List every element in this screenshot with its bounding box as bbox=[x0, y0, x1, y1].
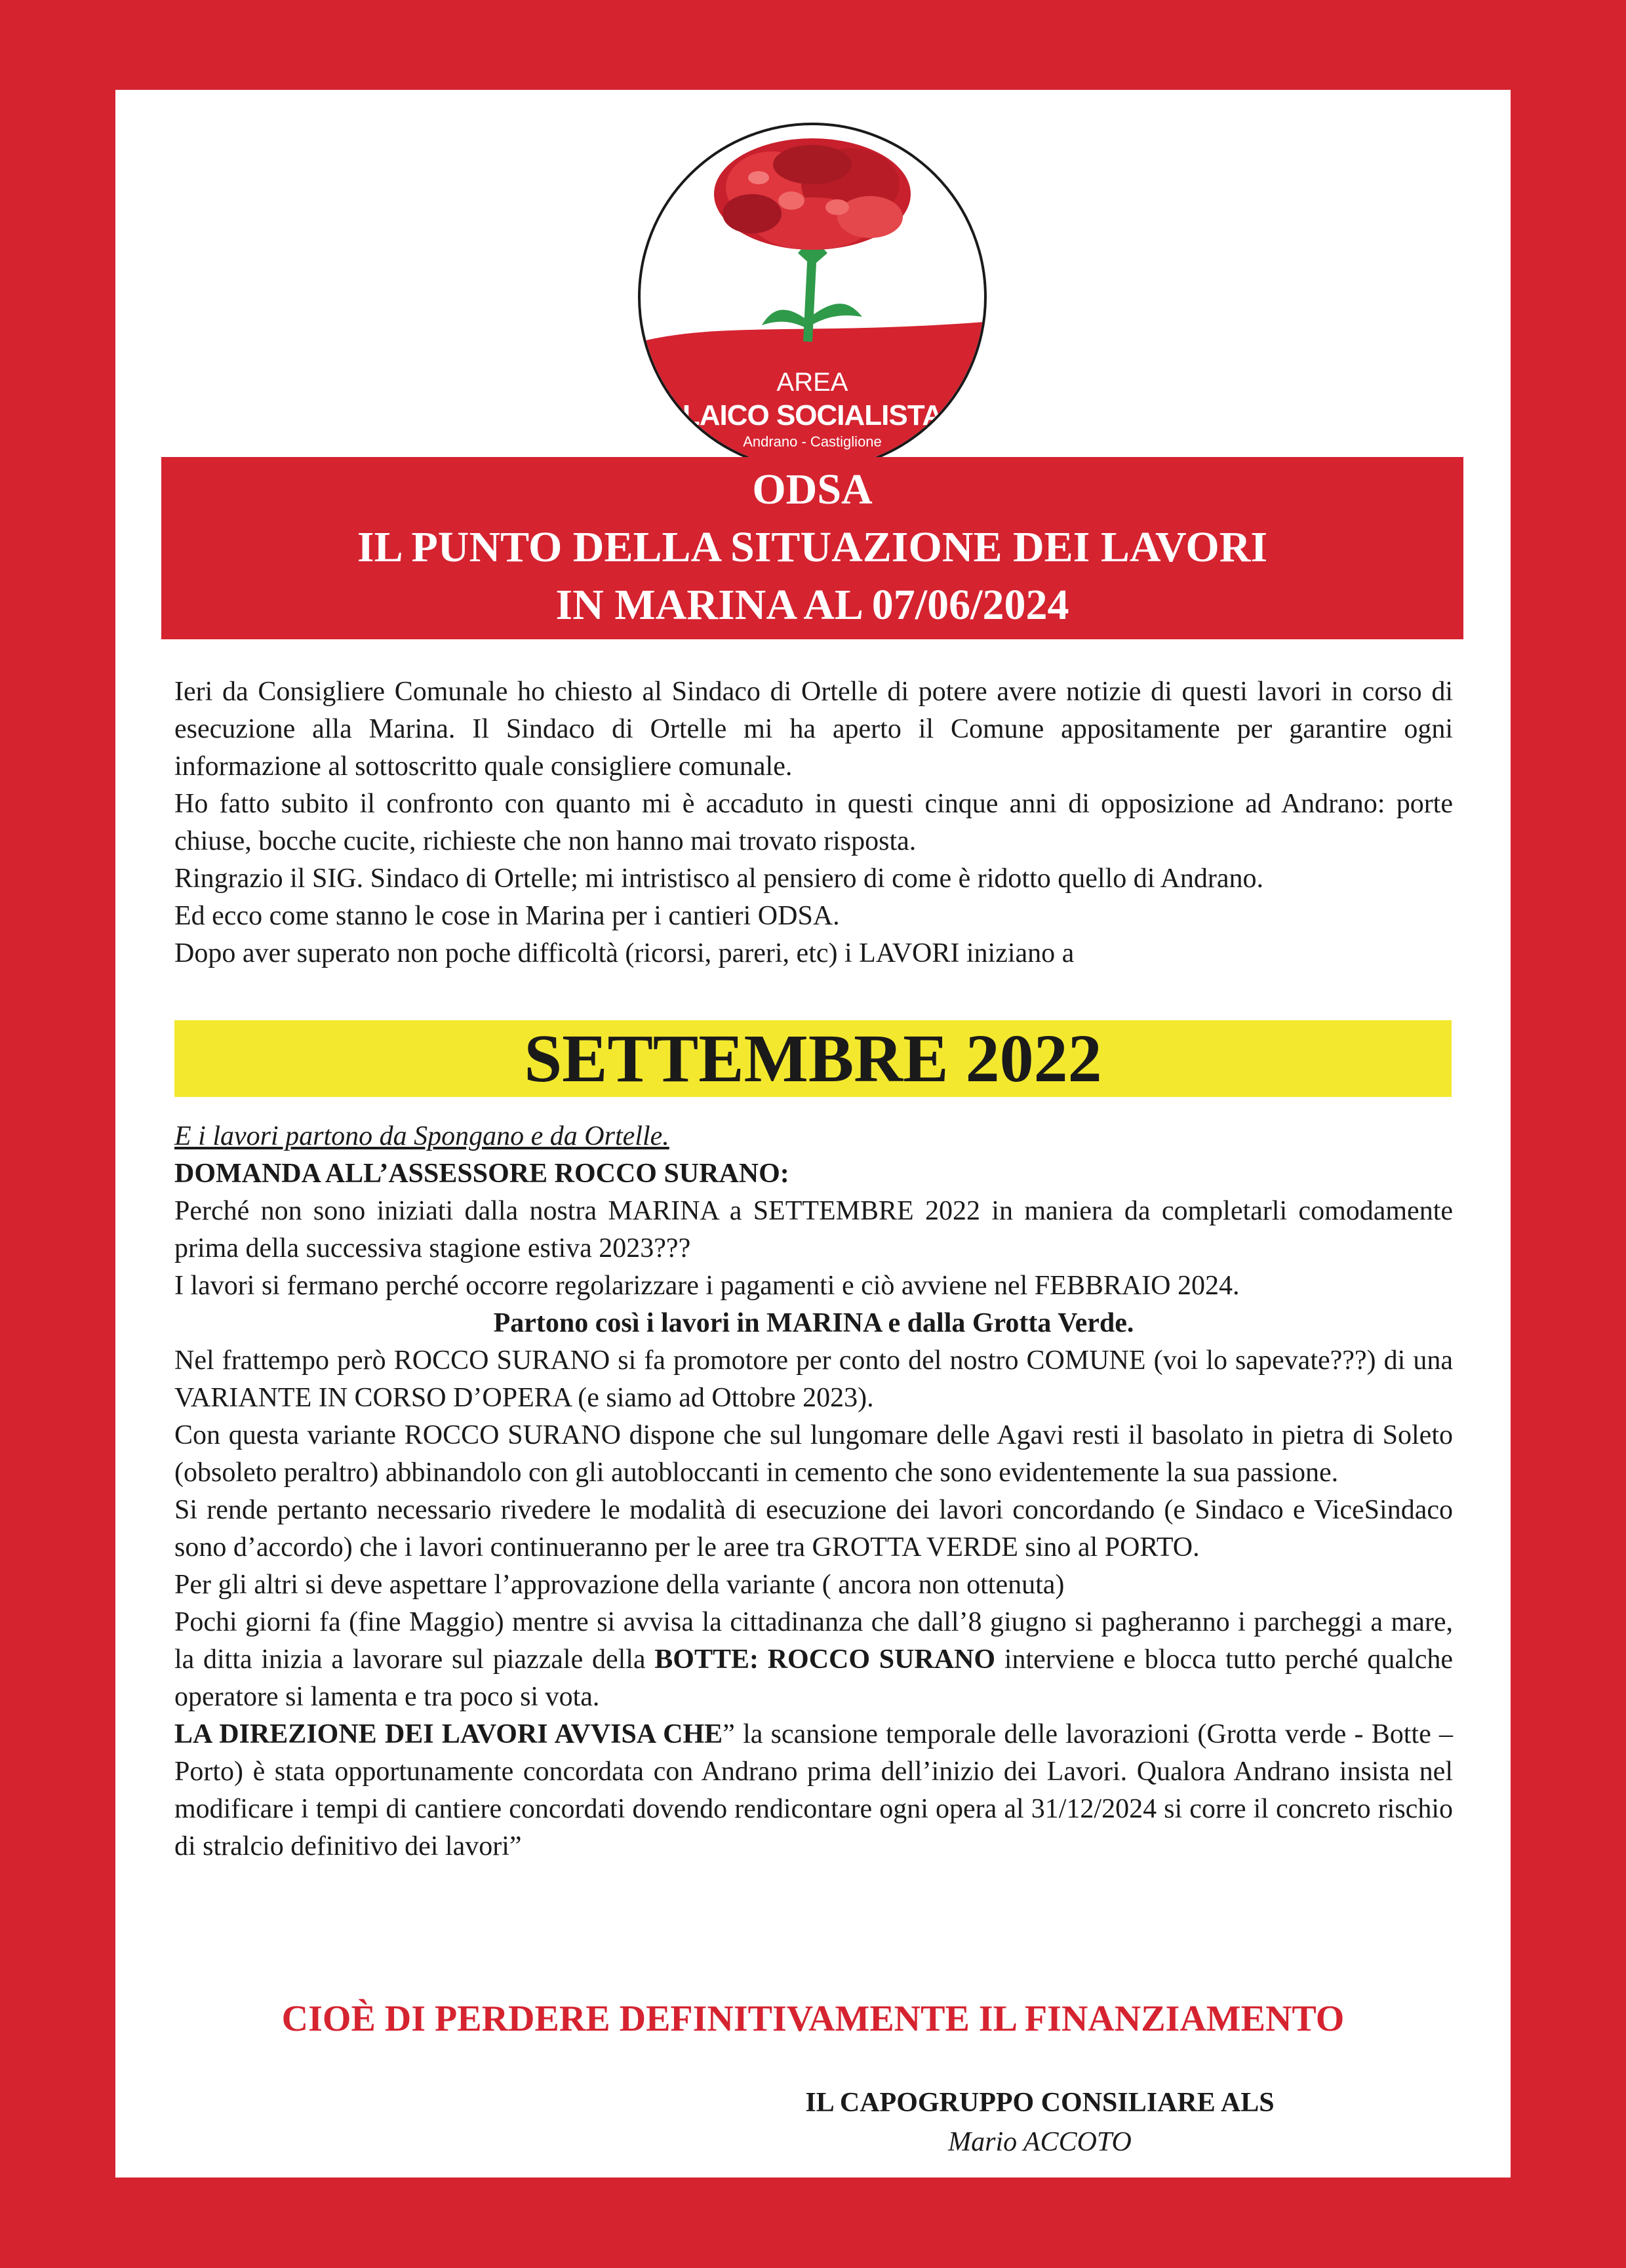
title-line-3: IN MARINA AL 07/06/2024 bbox=[555, 581, 1069, 629]
question-text: Perché non sono iniziati dalla nostra MARINA a SETTEMBRE 2022 in maniera da completarli comodamente prima della successiva stagione estiva 2023??? bbox=[174, 1196, 1453, 1263]
works-restart-text: Partono così i lavori in MARINA e dalla Grotta Verde. bbox=[493, 1308, 1134, 1338]
variant-detail-text: Con questa variante ROCCO SURANO dispone che sul lungomare delle Agavi resti il basolato in pietra di Soleto (obsoleto peraltro) abbinandolo con gli autobloccanti in cemento che sono evidentemente la sua passione. bbox=[174, 1420, 1453, 1488]
intro-paragraph-2: Ho fatto subito il confronto con quanto mi è accaduto in questi cinque anni di opposizione ad Andrano: porte chiuse, bocche cucite, richieste che non hanno mai trovato risposta. bbox=[174, 789, 1453, 856]
recent-text-a: Pochi giorni fa (fine Maggio) mentre si avvisa la cittadinanza che dall’8 giugno si pagheranno i parcheggi a mare, la ditta inizia a lavorare sul piazzale della bbox=[174, 1607, 1453, 1675]
recent-events-text bbox=[174, 1604, 1453, 1716]
signature-role: IL CAPOGRUPPO CONSILIARE ALS bbox=[805, 2088, 1275, 2118]
start-date-highlight: SETTEMBRE 2022 bbox=[174, 1020, 1452, 1097]
funding-warning: CIOÈ DI PERDERE DEFINITIVAMENTE IL FINANZIAMENTO bbox=[281, 1999, 1345, 2039]
intro-paragraph-5: Dopo aver superato non poche difficoltà (ricorsi, pareri, etc) i LAVORI iniziano a bbox=[174, 938, 1075, 968]
flyer-page bbox=[115, 90, 1511, 2178]
others-text: Per gli altri si deve aspettare l’approvazione della variante ( ancora non ottenuta) bbox=[174, 1570, 1065, 1600]
intro-paragraph-1: Ieri da Consigliere Comunale ho chiesto al Sindaco di Ortelle di potere avere notizie di questi lavori in corso di esecuzione alla Marina. Il Sindaco di Ortelle mi ha aperto il Comune appositamente per garantire ogni informazione al sottoscritto quale consigliere comunale. bbox=[174, 677, 1453, 782]
title-line-2: IL PUNTO DELLA SITUAZIONE DEI LAVORI bbox=[357, 523, 1268, 571]
party-logo bbox=[638, 123, 987, 471]
variant-text: Nel frattempo però ROCCO SURANO si fa promotore per conto del nostro COMUNE (voi lo sapevate???) di una VARIANTE IN CORSO D’OPERA (e siamo ad Ottobre 2023). bbox=[174, 1345, 1453, 1413]
works-stop-text: I lavori si fermano perché occorre regolarizzare i pagamenti e ciò avviene nel FEBBRAIO 2024. bbox=[174, 1271, 1240, 1301]
recent-text-b: interviene e blocca tutto perché qualche operatore si lamenta e tra poco si vota. bbox=[174, 1644, 1453, 1712]
logo-location: Andrano - Castiglione bbox=[743, 433, 882, 450]
question-heading: DOMANDA ALL’ASSESSORE ROCCO SURANO: bbox=[174, 1159, 789, 1189]
recent-text-bold: BOTTE: ROCCO SURANO bbox=[654, 1644, 996, 1675]
body-section bbox=[174, 1118, 1453, 1865]
intro-paragraph-4: Ed ecco come stanno le cose in Marina per i cantieri ODSA. bbox=[174, 901, 840, 931]
title-banner bbox=[161, 457, 1463, 639]
signature-block bbox=[771, 2083, 1309, 2162]
direction-notice-text bbox=[174, 1716, 1453, 1865]
start-note: E i lavori partono da Spongano e da Ortelle. bbox=[174, 1121, 669, 1151]
intro-section bbox=[174, 673, 1453, 972]
signature-name: Mario ACCOTO bbox=[948, 2127, 1132, 2157]
intro-paragraph-3: Ringrazio il SIG. Sindaco di Ortelle; mi intristisco al pensiero di come è ridotto quello di Andrano. bbox=[174, 864, 1264, 894]
review-text: Si rende pertanto necessario rivedere le modalità di esecuzione dei lavori concordando (e Sindaco e ViceSindaco sono d’accordo) che i lavori continueranno per le aree tra GROTTA VERDE sino al PORTO. bbox=[174, 1495, 1453, 1562]
logo-party-name: LAICO SOCIALISTA bbox=[682, 399, 943, 431]
direction-heading: LA DIREZIONE DEI LAVORI AVVISA CHE bbox=[174, 1719, 723, 1749]
logo-area-label: AREA bbox=[776, 368, 848, 397]
direction-quote: ” la scansione temporale delle lavorazioni (Grotta verde - Botte – Porto) è stata opportunamente concordata con Andrano prima dell’inizio dei Lavori. Qualora Andrano insista nel modificare i tempi di cantiere concordati dovendo rendicontare ogni opera al 31/12/2024 si corre il concreto rischio di stralcio definitivo dei lavori” bbox=[174, 1719, 1453, 1861]
title-line-1: ODSA bbox=[752, 466, 873, 513]
